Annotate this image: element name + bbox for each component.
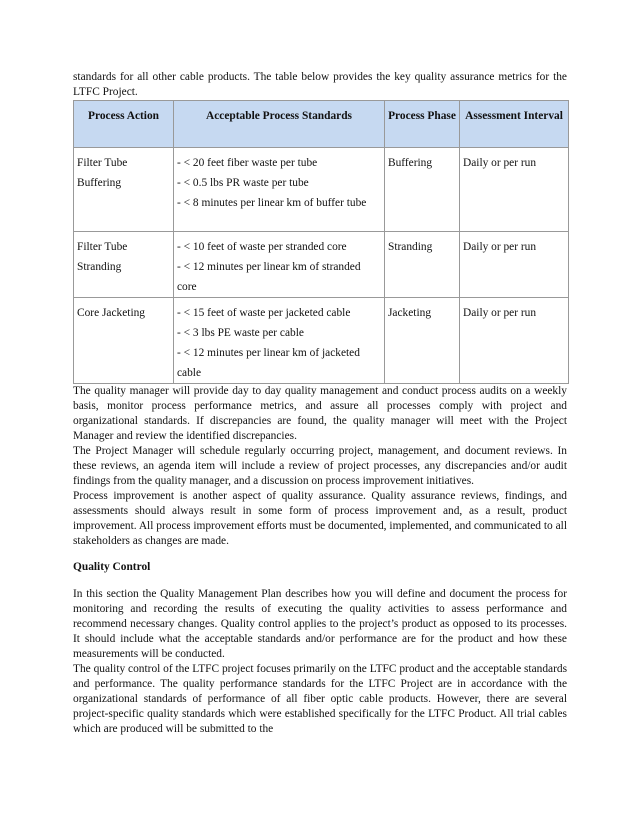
cell-process-action: Core Jacketing xyxy=(74,298,174,384)
cell-standards xyxy=(174,232,385,298)
standard-item: - < 15 feet of waste per jacketed cable xyxy=(177,307,351,319)
intro-paragraph: standards for all other cable products. The table below provides the key quality assurance metrics for the LTFC Project. xyxy=(73,71,567,98)
quality-assurance-table xyxy=(73,100,569,384)
header-assessment-interval: Assessment Interval xyxy=(460,101,569,148)
table-row xyxy=(74,148,569,232)
standard-item: - < 20 feet fiber waste per tube xyxy=(177,157,318,169)
cell-assessment-interval: Daily or per run xyxy=(460,298,569,384)
standard-item: - < 3 lbs PE waste per cable xyxy=(177,327,304,339)
section-heading: Quality Control xyxy=(73,561,151,573)
table-row xyxy=(74,298,569,384)
standard-item: - < 12 minutes per linear km of stranded core xyxy=(177,261,361,293)
document-page xyxy=(73,70,567,737)
standard-item: - < 12 minutes per linear km of jacketed cable xyxy=(177,347,360,379)
header-process-phase: Process Phase xyxy=(385,101,460,148)
qa-paragraph-daily-management: The quality manager will provide day to day quality management and conduct process audits on a weekly basis, monitor process performance metrics, and assure all processes comply with project and organizational standards. If discrepancies are found, the quality manager will meet with the Project Manager and review the identified discrepancies. xyxy=(73,385,567,442)
table-row xyxy=(74,232,569,298)
qc-paragraph-definition: In this section the Quality Management Plan describes how you will define and document the process for monitoring and recording the results of executing the quality activities to assess performance and recommend necessary changes. Quality control applies to the project’s product as opposed to its processes. It should include what the acceptable standards and/or performance are for the product and how these measurements will be conducted. xyxy=(73,588,567,660)
qc-paragraph-ltfc-focus: The quality control of the LTFC project focuses primarily on the LTFC product and the acceptable standards and performance. The quality performance standards for the LTFC Project are in accordance with the organizational standards of performance of all fiber optic cable products. However, there are several project-specific quality standards which were established specifically for the LTFC Product. All trial cables which are produced will be submitted to the xyxy=(73,663,567,735)
cell-process-phase: Jacketing xyxy=(385,298,460,384)
cell-process-action: Filter Tube Buffering xyxy=(74,148,174,232)
qa-paragraph-process-improvement: Process improvement is another aspect of quality assurance. Quality assurance reviews, findings, and assessments should always result in some form of process improvement and, as a result, product improvement. All process improvement efforts must be documented, implemented, and communicated to all stakeholders as changes are made. xyxy=(73,490,567,547)
cell-standards xyxy=(174,298,385,384)
standard-item: - < 8 minutes per linear km of buffer tube xyxy=(177,197,367,209)
cell-process-phase: Stranding xyxy=(385,232,460,298)
table-header-row xyxy=(74,101,569,148)
standard-item: - < 0.5 lbs PR waste per tube xyxy=(177,177,309,189)
cell-process-action: Filter Tube Stranding xyxy=(74,232,174,298)
header-process-action: Process Action xyxy=(74,101,174,148)
cell-assessment-interval: Daily or per run xyxy=(460,148,569,232)
qa-paragraph-project-reviews: The Project Manager will schedule regularly occurring project, management, and document reviews. In these reviews, an agenda item will include a review of project processes, any discrepancies and/or audit findings from the quality manager, and a discussion on process improvement initiatives. xyxy=(73,445,567,487)
cell-assessment-interval: Daily or per run xyxy=(460,232,569,298)
header-acceptable-process-standards: Acceptable Process Standards xyxy=(174,101,385,148)
standard-item: - < 10 feet of waste per stranded core xyxy=(177,241,347,253)
cell-process-phase: Buffering xyxy=(385,148,460,232)
cell-standards xyxy=(174,148,385,232)
